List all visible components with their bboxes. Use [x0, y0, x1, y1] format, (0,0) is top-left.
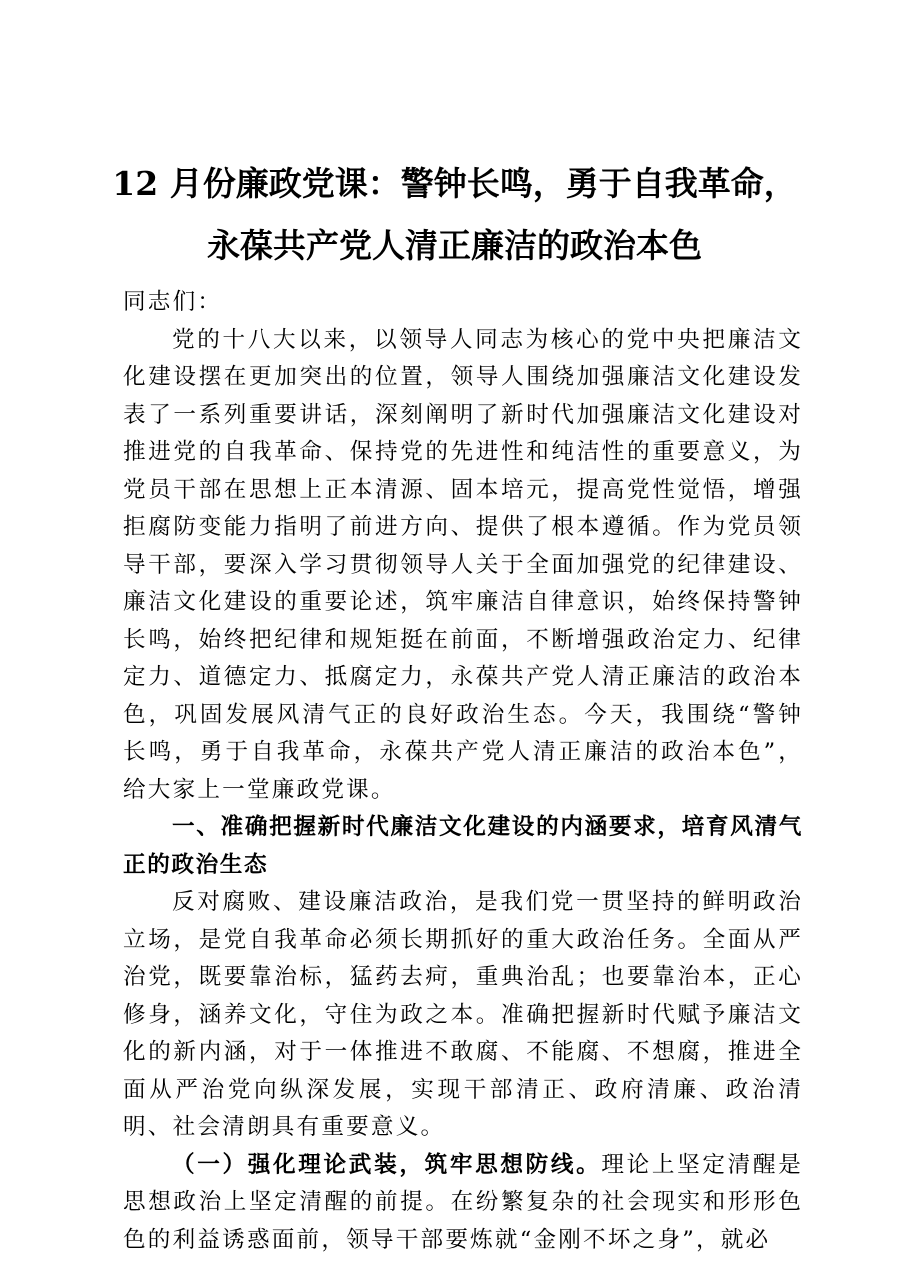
paragraph-subsection-1 — [123, 1147, 803, 1260]
document-body — [123, 284, 803, 1259]
document-title-line-1: 12 月份廉政党课：警钟长鸣，勇于自我革命， — [112, 164, 797, 203]
document-title-line-2: 永葆共产党人清正廉洁的政治本色 — [207, 226, 702, 265]
section-heading-1: 一、准确把握新时代廉洁文化建设的内涵要求，培育风清气正的政治生态 — [123, 814, 803, 878]
paragraph-intro: 党的十八大以来，以领导人同志为核心的党中央把廉洁文化建设摆在更加突出的位置，领导人围绕加强廉洁文化建设发表了一系列重要讲话，深刻阐明了新时代加强廉洁文化建设对推进党的自我革命、保持党的先进性和纯洁性的重要意义，为党员干部在思想上正本清源、固本培元，提高党性觉悟，增强拒腐防变能力指明了前进方向、提供了根本遵循。作为党员领导干部，要深入学习贯彻领导人关于全面加强党的纪律建设、廉洁文化建设的重要论述，筑牢廉洁自律意识，始终保持警钟长鸣，始终把纪律和规矩挺在前面，不断增强政治定力、纪律定力、道德定力、抵腐定力，永葆共产党人清正廉洁的政治本色，巩固发展风清气正的良好政治生态。今天，我围绕“警钟长鸣，勇于自我革命，永葆共产党人清正廉洁的政治本色”，给大家上一堂廉政党课。 — [123, 326, 803, 803]
salutation: 同志们： — [123, 289, 223, 315]
paragraph-section-1: 反对腐败、建设廉洁政治，是我们党一贯坚持的鲜明政治立场，是党自我革命必须长期抓好的重大政治任务。全面从严治党，既要靠治标，猛药去疴，重典治乱；也要靠治本，正心修身，涵养文化，守住为政之本。准确把握新时代赋予廉洁文化的新内涵，对于一体推进不敢腐、不能腐、不想腐，推进全面从严治党向纵深发展，实现干部清正、政府清廉、政治清明、社会清朗具有重要意义。 — [123, 889, 803, 1140]
subsection-1-text: 理论上坚定清醒是思想政治上坚定清醒的前提。在纷繁复杂的社会现实和形形色色的利益诱惑面前，领导干部要炼就“金刚不坏之身”，就必 — [123, 1151, 803, 1253]
subsection-heading-1: （一）强化理论武装，筑牢思想防线。 — [172, 1151, 602, 1178]
